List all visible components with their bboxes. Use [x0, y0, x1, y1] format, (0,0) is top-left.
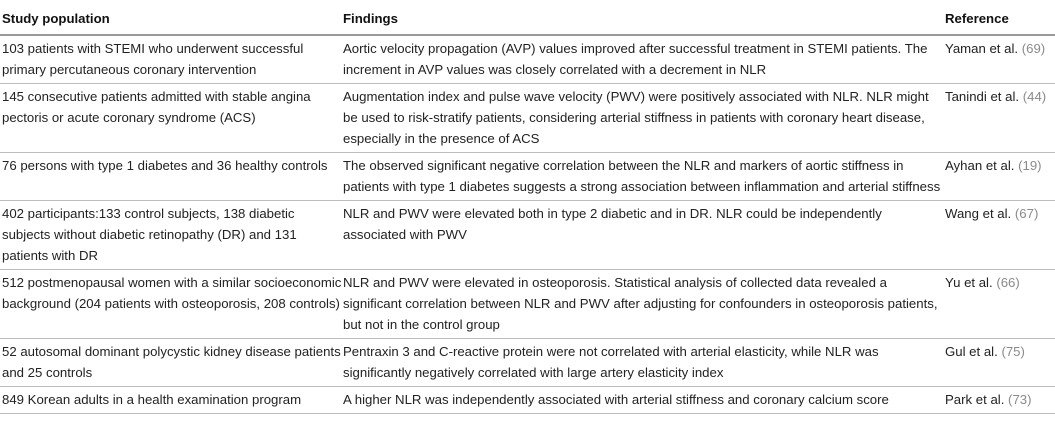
population-cell: 512 postmenopausal women with a similar socioeconomic background (204 patients with osteoporosis, 208 controls) — [0, 270, 343, 339]
reference-author: Gul et al. — [945, 344, 998, 359]
header-findings: Findings — [343, 0, 945, 35]
reference-cell — [945, 270, 1055, 339]
table-row — [0, 387, 1055, 414]
reference-author: Yaman et al. — [945, 41, 1019, 56]
reference-link[interactable]: (44) — [1022, 89, 1047, 104]
header-reference: Reference — [945, 0, 1055, 35]
reference-cell — [945, 84, 1055, 153]
population-cell: 849 Korean adults in a health examination program — [0, 387, 343, 414]
reference-author: Wang et al. — [945, 206, 1012, 221]
findings-cell: A higher NLR was independently associated with arterial stiffness and coronary calcium score — [343, 387, 945, 414]
findings-cell: NLR and PWV were elevated both in type 2 diabetic and in DR. NLR could be independently associated with PWV — [343, 201, 945, 270]
reference-author: Park et al. — [945, 392, 1005, 407]
reference-link[interactable]: (73) — [1008, 392, 1032, 407]
findings-cell: NLR and PWV were elevated in osteoporosis. Statistical analysis of collected data revealed a significant correlation between NLR and PWV after adjusting for confounders in osteoporosis patients, but not in the control group — [343, 270, 945, 339]
population-cell: 103 patients with STEMI who underwent successful primary percutaneous coronary intervention — [0, 35, 343, 84]
reference-cell — [945, 339, 1055, 387]
findings-cell: Pentraxin 3 and C-reactive protein were not correlated with arterial elasticity, while NLR was significantly negatively correlated with large artery elasticity index — [343, 339, 945, 387]
reference-link[interactable]: (67) — [1014, 206, 1039, 221]
table-row — [0, 201, 1055, 270]
findings-cell: Aortic velocity propagation (AVP) values improved after successful treatment in STEMI patients. The increment in AVP values was closely correlated with a decrement in NLR — [343, 35, 945, 84]
table-row — [0, 270, 1055, 339]
reference-author: Ayhan et al. — [945, 158, 1015, 173]
table-body — [0, 35, 1055, 414]
header-study-population: Study population — [0, 0, 343, 35]
findings-cell: Augmentation index and pulse wave velocity (PWV) were positively associated with NLR. NLR might be used to risk-stratify patients, considering arterial stiffness in patients with coronary heart disease, especially in the presence of ACS — [343, 84, 945, 153]
table-row — [0, 35, 1055, 84]
population-cell: 76 persons with type 1 diabetes and 36 healthy controls — [0, 153, 343, 201]
table-row — [0, 339, 1055, 387]
reference-cell — [945, 201, 1055, 270]
reference-author: Yu et al. — [945, 275, 993, 290]
reference-author: Tanindi et al. — [945, 89, 1020, 104]
findings-cell: The observed significant negative correlation between the NLR and markers of aortic stiffness in patients with type 1 diabetes suggests a strong association between inflammation and arterial stiffness — [343, 153, 945, 201]
table-row — [0, 153, 1055, 201]
reference-link[interactable]: (66) — [996, 275, 1020, 290]
population-cell: 145 consecutive patients admitted with stable angina pectoris or acute coronary syndrome (ACS) — [0, 84, 343, 153]
reference-link[interactable]: (69) — [1021, 41, 1046, 56]
population-cell: 402 participants:133 control subjects, 138 diabetic subjects without diabetic retinopathy (DR) and 131 patients with DR — [0, 201, 343, 270]
table-row — [0, 84, 1055, 153]
table-header — [0, 0, 1055, 35]
reference-cell — [945, 35, 1055, 84]
reference-link[interactable]: (19) — [1018, 158, 1042, 173]
reference-cell — [945, 153, 1055, 201]
reference-cell — [945, 387, 1055, 414]
population-cell: 52 autosomal dominant polycystic kidney disease patients and 25 controls — [0, 339, 343, 387]
reference-link[interactable]: (75) — [1001, 344, 1025, 359]
header-row — [0, 0, 1055, 35]
